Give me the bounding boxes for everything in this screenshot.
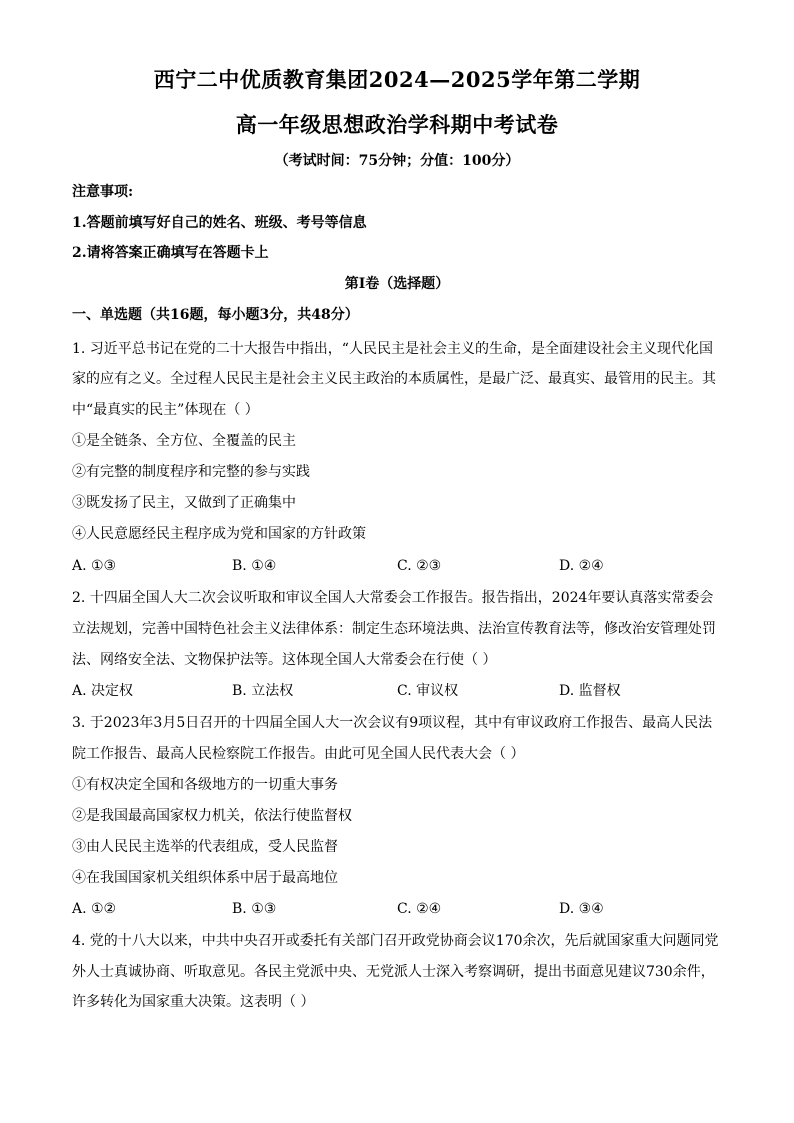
question-item: ①有权决定全国和各级地方的一切重大事务 <box>72 777 338 793</box>
question-stem-line: 中“最真实的民主”体现在（ ） <box>72 402 259 418</box>
option-c[interactable]: C. ②③ <box>397 558 442 574</box>
option-a[interactable]: A. 决定权 <box>72 683 134 699</box>
notice-item: 2.请将答案正确填写在答题卡上 <box>72 245 269 261</box>
question-stem-line: 1. 习近平总书记在党的二十大报告中指出，“人民民主是社会主义的生命，是全面建设社会主义现代化国 <box>72 341 713 357</box>
option-b[interactable]: B. ①③ <box>232 901 277 917</box>
question-item: ④人民意愿经民主程序成为党和国家的方针政策 <box>72 526 366 542</box>
option-d[interactable]: D. ③④ <box>559 901 604 917</box>
question-stem-line: 4. 党的十八大以来，中共中央召开或委托有关部门召开政党协商会议170余次，先后就国家重大问题同党 <box>72 933 719 949</box>
option-c[interactable]: C. ②④ <box>397 901 442 917</box>
option-a[interactable]: A. ①② <box>72 901 117 917</box>
option-d[interactable]: D. ②④ <box>559 558 604 574</box>
question-item: ②有完整的制度程序和完整的参与实践 <box>72 464 310 480</box>
exam-info: （考试时间：75分钟；分值：100分） <box>274 153 520 169</box>
question-stem-line: 2. 十四届全国人大二次会议听取和审议全国人大常委会工作报告。报告指出，2024年要认真落实常委会 <box>72 590 714 606</box>
exam-title: 西宁二中优质教育集团2024—2025学年第二学期 <box>153 67 641 92</box>
option-d[interactable]: D. 监督权 <box>559 683 621 699</box>
question-item: ③既发扬了民主，又做到了正确集中 <box>72 495 296 511</box>
question-item: ④在我国国家机关组织体系中居于最高地位 <box>72 870 338 886</box>
part-title: 第Ⅰ卷（选择题） <box>344 276 450 292</box>
question-item: ③由人民民主选举的代表组成，受人民监督 <box>72 839 338 855</box>
question-stem-line: 外人士真诚协商、听取意见。各民主党派中央、无党派人士深入考察调研，提出书面意见建议730余件， <box>72 964 715 980</box>
section-heading: 一、单选题（共16题，每小题3分，共48分） <box>72 307 359 323</box>
option-b[interactable]: B. ①④ <box>232 558 277 574</box>
notice-item: 1.答题前填写好自己的姓名、班级、考号等信息 <box>72 215 367 231</box>
option-c[interactable]: C. 审议权 <box>397 683 459 699</box>
question-stem-line: 家的应有之义。全过程人民民主是社会主义民主政治的本质属性，是最广泛、最真实、最管用的民主。其 <box>72 371 716 387</box>
option-b[interactable]: B. 立法权 <box>232 683 294 699</box>
question-stem-line: 法、网络安全法、文物保护法等。这体现全国人大常委会在行使（ ） <box>72 652 497 668</box>
question-stem-line: 立法规划，完善中国特色社会主义法律体系：制定生态环境法典、法治宣传教育法等，修改治安管理处罚 <box>72 621 716 637</box>
question-stem-line: 院工作报告、最高人民检察院工作报告。由此可见全国人民代表大会（ ） <box>72 746 525 762</box>
question-stem-line: 许多转化为国家重大决策。这表明（ ） <box>72 994 315 1010</box>
notice-heading: 注意事项: <box>72 184 134 200</box>
question-item: ①是全链条、全方位、全覆盖的民主 <box>72 433 296 449</box>
exam-subtitle: 高一年级思想政治学科期中考试卷 <box>235 112 559 137</box>
question-stem-line: 3. 于2023年3月5日召开的十四届全国人大一次会议有9项议程，其中有审议政府工作报告、最高人民法 <box>72 715 713 731</box>
question-item: ②是我国最高国家权力机关，依法行使监督权 <box>72 808 352 824</box>
option-a[interactable]: A. ①③ <box>72 558 117 574</box>
